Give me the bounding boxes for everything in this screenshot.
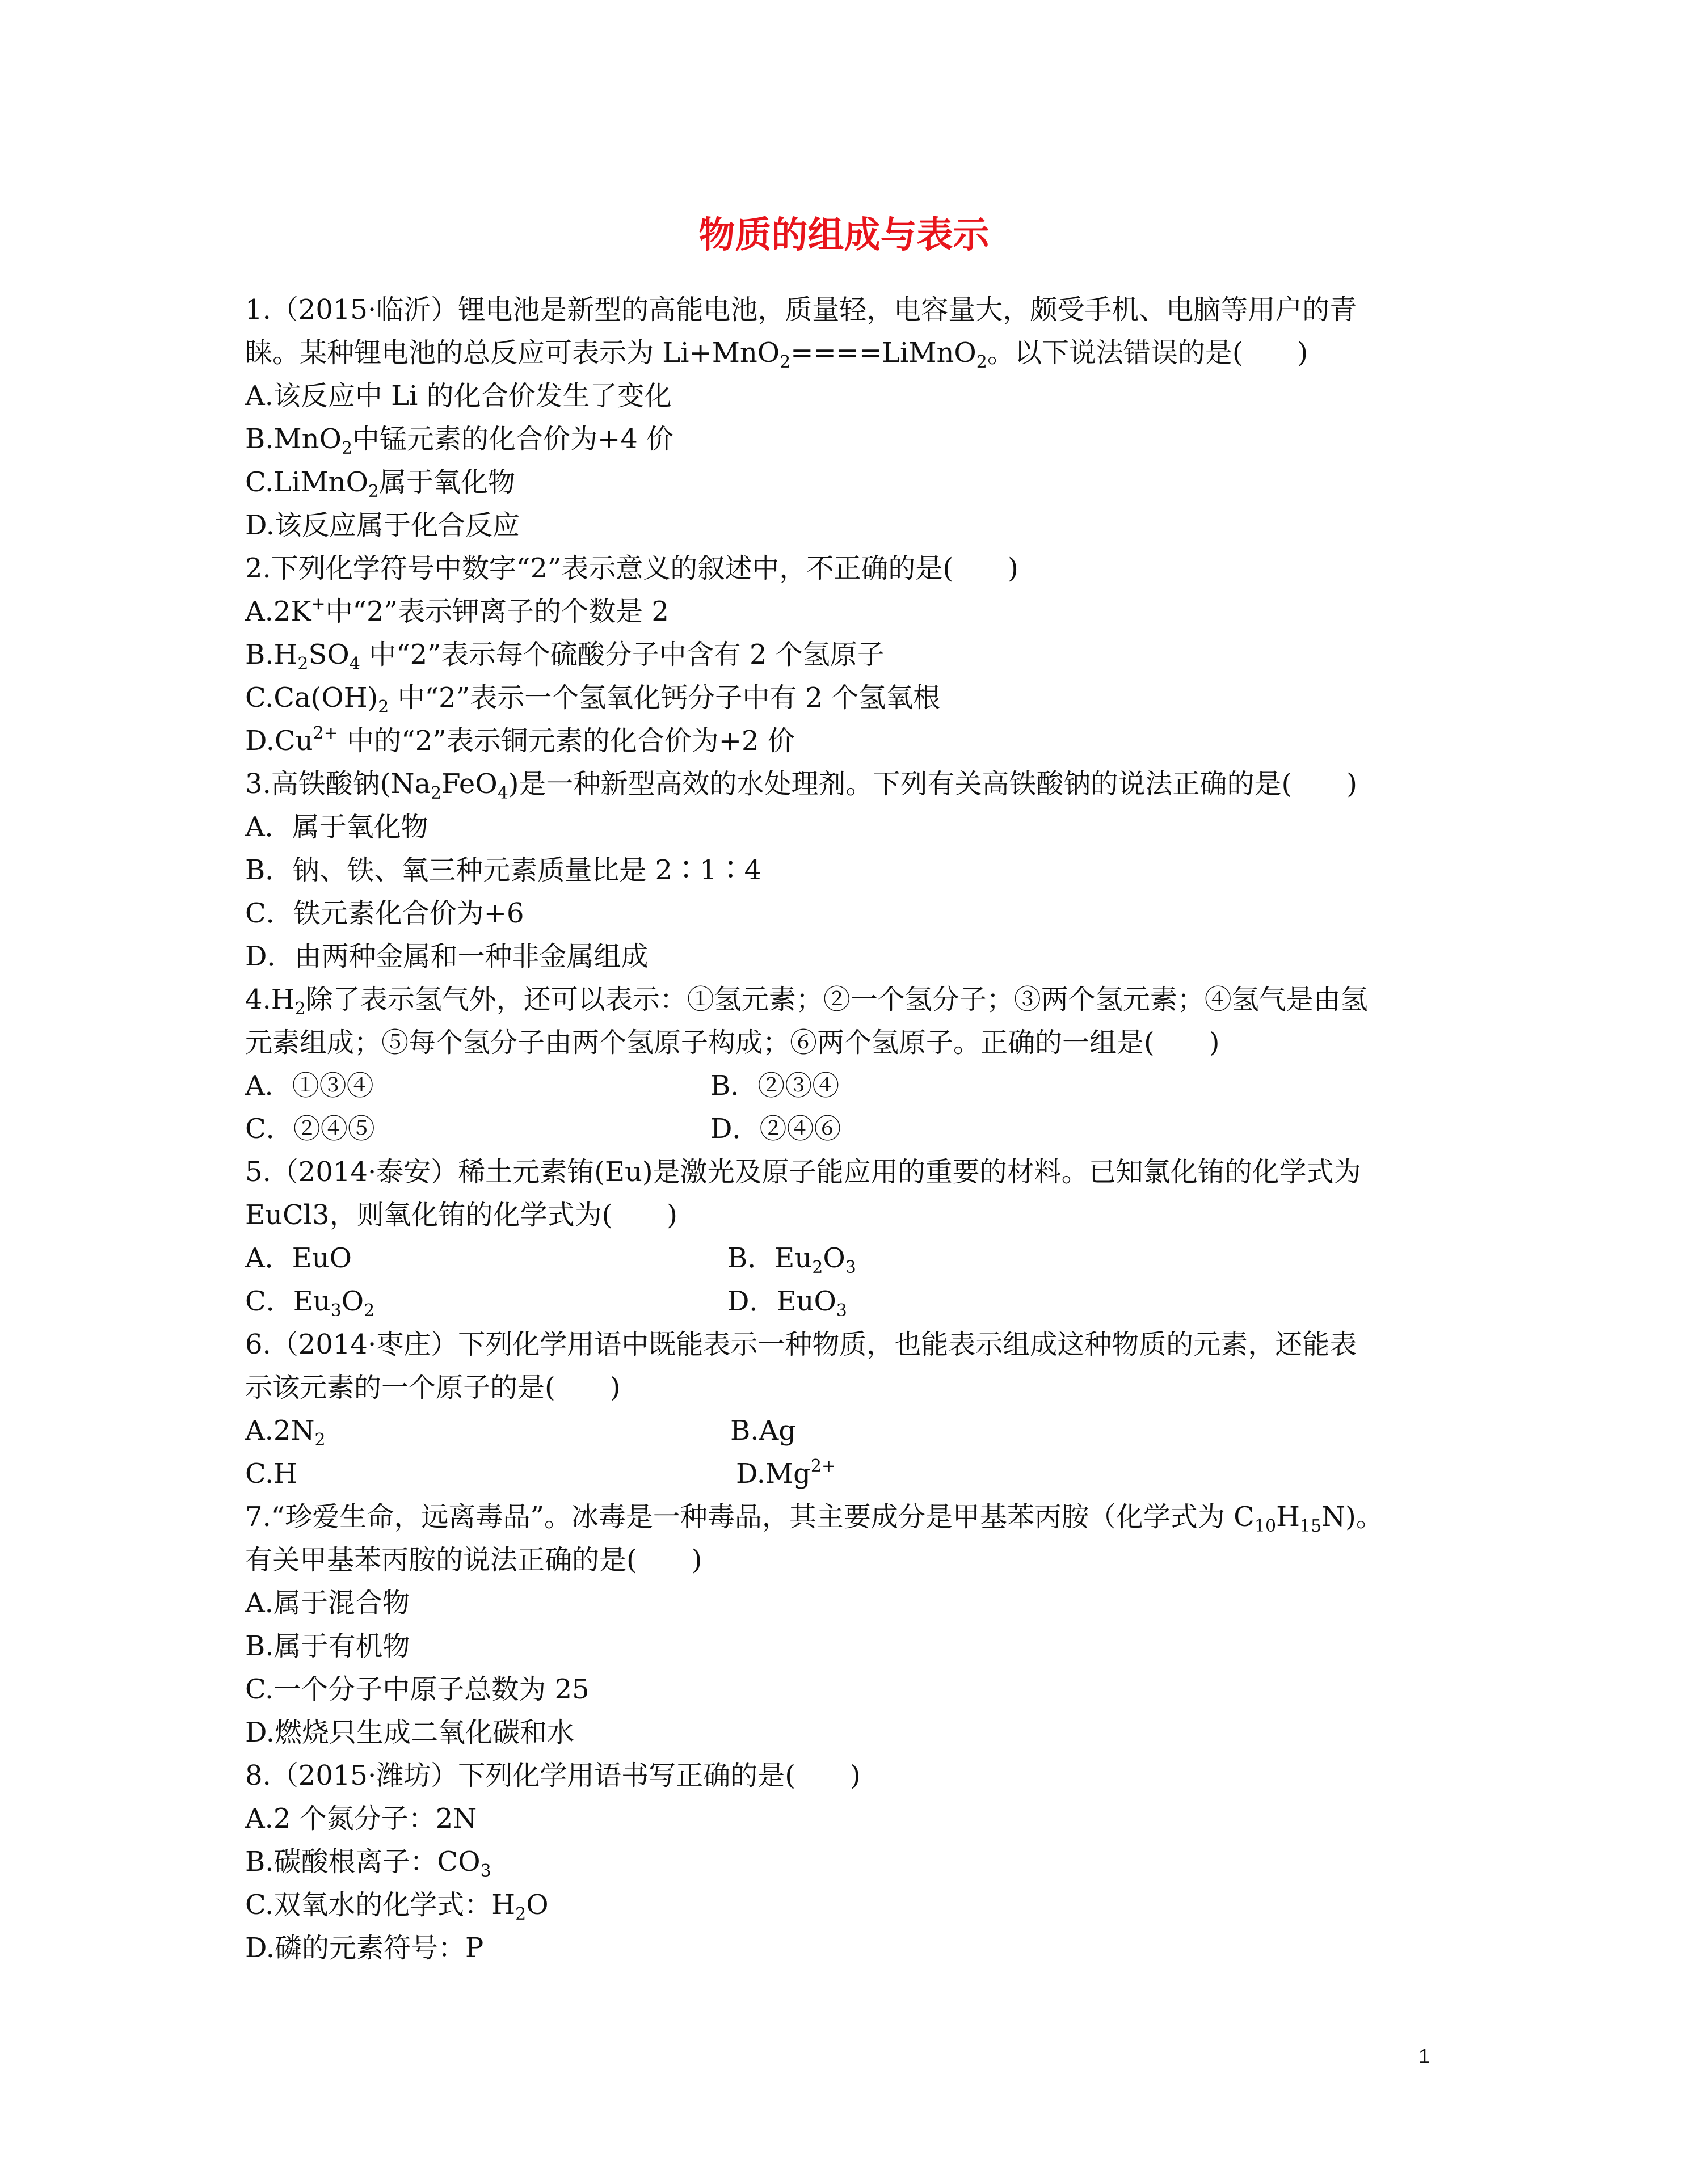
q6-stem-line2: 示该元素的一个原子的是( ) (245, 1372, 621, 1403)
q6-options-ab (245, 1409, 796, 1452)
q5-option-c: C．$Eu_3O_2$ (245, 1285, 375, 1321)
q8-option-a: A.2 个氮分子：2N (245, 1803, 477, 1835)
q8-option-c: C.双氧水的化学式：$H_2O$ (245, 1889, 549, 1924)
q7-option-b: B.属于有机物 (245, 1630, 410, 1662)
q8-option-b: B.碳酸根离子：$CO_3$ (245, 1846, 491, 1881)
q6-option-b: B.Ag (730, 1415, 796, 1447)
q8-option-d: D.磷的元素符号：P (245, 1932, 484, 1964)
q5-options-ab (245, 1237, 856, 1280)
q4-options-ab (245, 1064, 840, 1107)
q7-option-a: A.属于混合物 (245, 1587, 410, 1619)
q5-stem-line1: 5.（2014·泰安）稀土元素铕(Eu)是激光及原子能应用的重要的材料。已知氯化铕的化学式为 (245, 1156, 1361, 1188)
q7-stem-line1: 7.“珍爱生命，远离毒品”。冰毒是一种毒品，其主要成分是甲基苯丙胺（化学式为 $C_{10}H_{15}N$)。 (245, 1501, 1383, 1536)
q2-stem: 2.下列化学符号中数字“2”表示意义的叙述中，不正确的是( ) (245, 553, 1018, 584)
q2-option-d: $D.Cu^{2+}$ 中的“2”表示铜元素的化合价为+2 价 (245, 723, 795, 757)
page-number: 1 (1418, 2044, 1430, 2068)
q4-stem-line2: 元素组成；⑤每个氢分子由两个氢原子构成；⑥两个氢原子。正确的一组是( ) (245, 1027, 1220, 1059)
q8-stem: 8.（2015·潍坊）下列化学用语书写正确的是( ) (245, 1760, 861, 1791)
page-title: 物质的组成与表示 (698, 214, 990, 256)
q4-option-d: D．②④⑥ (710, 1113, 841, 1145)
q6-option-c: C.H (245, 1458, 298, 1490)
q3-option-d: D．由两种金属和一种非金属组成 (245, 941, 649, 972)
q1-option-c: C.LiMnO$_2$属于氧化物 (245, 466, 516, 501)
q6-options-cd (245, 1452, 836, 1495)
q7-stem-line2: 有关甲基苯丙胺的说法正确的是( ) (245, 1544, 702, 1576)
q4-option-c: C．②④⑤ (245, 1113, 375, 1145)
q7-option-c: C.一个分子中原子总数为 25 (245, 1673, 590, 1705)
q3-stem: 3.高铁酸钠$(Na_2FeO_4)$是一种新型高效的水处理剂。下列有关高铁酸钠的说法正确的是( ) (245, 768, 1357, 803)
q4-option-a: A．①③④ (245, 1070, 374, 1102)
q1-stem-line1: 1.（2015·临沂）锂电池是新型的高能电池，质量轻，电容量大，颇受手机、电脑等用户的青 (245, 294, 1357, 326)
q5-option-b: B．$Eu_2O_3$ (727, 1242, 856, 1277)
q4-options-cd (245, 1107, 841, 1150)
q6-stem-line1: 6.（2014·枣庄）下列化学用语中既能表示一种物质，也能表示组成这种物质的元素，还能表 (245, 1329, 1357, 1360)
q6-option-a: $A.2N_2$ (245, 1415, 326, 1450)
q4-option-b: B．②③④ (710, 1070, 840, 1102)
q1-option-d: D.该反应属于化合反应 (245, 509, 520, 541)
q5-stem-line2: EuCl3，则氧化铕的化学式为( ) (245, 1199, 678, 1231)
q6-option-d: $D.Mg^{2+}$ (736, 1456, 836, 1490)
q3-option-c: C．铁元素化合价为+6 (245, 897, 524, 929)
q2-option-b: $B.H_2SO_4$ 中“2”表示每个硫酸分子中含有 2 个氢原子 (245, 639, 885, 674)
q5-options-cd (245, 1280, 847, 1323)
q5-option-d: D．EuO$_3$ (727, 1285, 847, 1321)
q3-option-a: A．属于氧化物 (245, 811, 428, 843)
q4-stem-line1: $4.H_2$除了表示氢气外，还可以表示：①氢元素；②一个氢分子；③两个氢元素；④氢气是由氢 (245, 984, 1368, 1019)
q1-option-b: B.MnO$_2$中锰元素的化合价为+4 价 (245, 423, 674, 458)
q1-stem-line2: 睐。某种锂电池的总反应可表示为 Li+MnO$_2$====LiMnO$_2$。以下说法错误的是( ) (245, 337, 1308, 372)
q5-option-a: A．EuO (245, 1242, 352, 1274)
q7-option-d: D.燃烧只生成二氧化碳和水 (245, 1717, 575, 1748)
q2-option-a: A.2K+中“2”表示钾离子的个数是 2 (245, 594, 669, 627)
q2-option-c: $C.Ca(OH)_2$ 中“2”表示一个氢氧化钙分子中有 2 个氢氧根 (245, 682, 941, 717)
q3-option-b: B．钠、铁、氧三种元素质量比是 2∶1∶4 (245, 854, 762, 886)
q1-option-a: A.该反应中 Li 的化合价发生了变化 (245, 380, 672, 412)
